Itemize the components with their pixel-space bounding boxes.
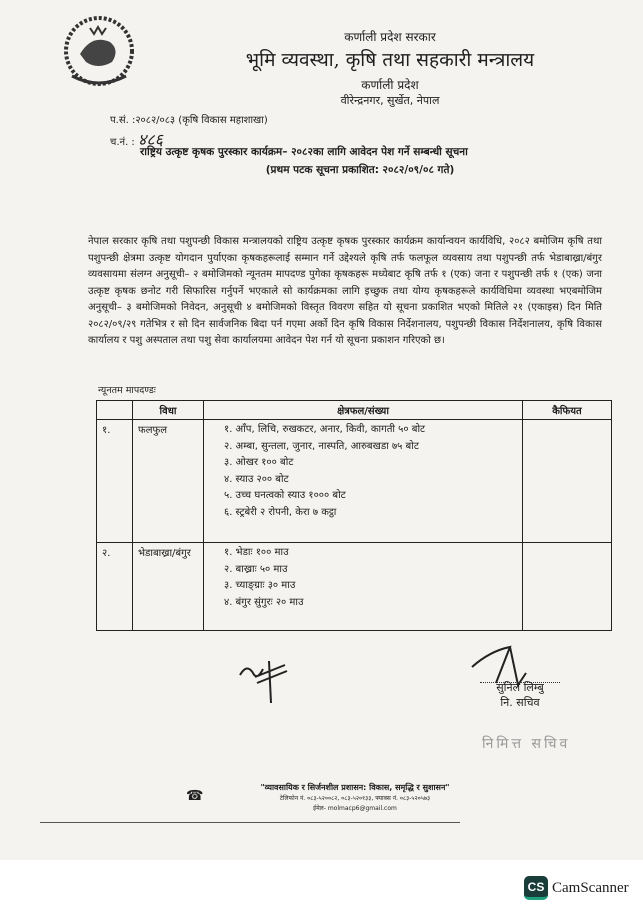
table-header-row: [97, 401, 612, 420]
signatory-name: सुनिल लिम्बु: [496, 681, 544, 694]
province-name: कर्णाली प्रदेश: [361, 78, 419, 92]
notice-body: नेपाल सरकार कृषि तथा पशुपन्छी विकास मन्त्रालयको राष्ट्रिय उत्कृष्ट कृषक पुरस्कार कार्यक्रम कार्यान्वयन कार्यविधि, २०८२ बमोजिम कृषि तथा पशुपन्छी क्षेत्रमा उत्कृष्ट योगदान पुर्याएका कृषकहरूलाई सम्मान गर्ने उद्देश्यले कृषि तर्फ फलफूल व्यवसाय तथा पशुपन्छी तर्फ भेडाबाख्रा/बंगुर व्यवसायमा संलग्न अनुसूची– २ बमोजिमको न्यूनतम मापदण्ड पुगेका कृषकहरू मध्येबाट कृषि तर्फ १ (एक) जना र पशुपन्छी तर्फ १ (एक) जना उत्कृष्ट कृषक छनोट गरी सिफारिस गर्नुपर्ने भएकाले सो कार्यक्रमका लागि इच्छुक तथा योग्य कृषकहरूले कार्यविधिमा व्यवस्था भएबमोजिम अनुसूची– ३ बमोजिमको निवेदन, अनुसूची ४ बमोजिमको विस्तृत विवरण सहित यो सूचना प्रकाशित भएको मितिले २१ (एकाइस) दिन मिति २०८२/०९/२९ गतेभित्र र सो दिन सार्वजनिक बिदा पर्न गएमा अर्को दिन कृषि विकास निर्देशनालय, पशुपन्छी विकास निर्देशनालय, कृषि विकास कार्यालय र पशु अस्पताल तथा पशु सेवा कार्यालयमा आवेदन पेश गर्न यो सूचना प्रकाशन गरिएको छ।: [88, 236, 602, 346]
list-item: ३. ओखर १०० बोट: [224, 457, 294, 468]
notice-subject: राष्ट्रिय उत्कृष्ट कृषक पुरस्कार कार्यक्रम– २०८२का लागि आवेदन पेश गर्ने सम्बन्धी सूचना: [140, 146, 468, 158]
row-remark: [523, 420, 612, 543]
footer-divider: [40, 822, 460, 823]
criteria-table: [96, 400, 612, 631]
telephone-icon: ☎: [186, 788, 204, 804]
ministry-name: भूमि व्यवस्था, कृषि तथा सहकारी मन्त्रालय: [245, 49, 535, 71]
list-item: ५. उच्च घनत्वको स्याउ १००० बोट: [224, 490, 346, 501]
row-type: भेडाबाख्रा/बंगुर: [133, 543, 204, 631]
footer-phone: टेलिफोन नं. ०८३-५२००८२, ०८३-५२०१३३, फ्याक्स नं. ०८३-५२०५७३: [279, 795, 431, 802]
camscanner-logo-icon: CS: [524, 876, 548, 900]
signatory: [470, 680, 570, 710]
list-item: २. बाख्राः ५० माउ: [224, 563, 288, 575]
camscanner-text: CamScanner: [552, 879, 629, 896]
row-num: १.: [97, 420, 133, 543]
row-remark: [523, 543, 612, 631]
header-num: [97, 401, 133, 420]
notice-subtitle: (प्रथम पटक सूचना प्रकाशित: २०८२/०९/०८ गते): [265, 164, 455, 176]
initial-signature: [235, 655, 295, 705]
dispatch-label: च.नं. :: [110, 137, 135, 148]
nepal-emblem-logo: [62, 14, 136, 88]
row-num: २.: [97, 543, 133, 631]
faded-stamp: निमित्त सचिव: [482, 736, 571, 752]
list-item: १. आँप, लिचि, रुखकटर, अनार, किवी, कागती ५० बोट: [224, 424, 426, 435]
table-row: [97, 543, 612, 631]
camscanner-watermark: [524, 876, 629, 900]
footer-motto: "व्यावसायिक र सिर्जनशील प्रशासन: विकास, समृद्धि र सुशासन": [260, 783, 450, 792]
footer-email: ईमेल- molmacp6@gmail.com: [313, 805, 397, 812]
list-item: ४. बंगुर सुंगुरः २० माउ: [224, 596, 304, 608]
header-type: विधा: [133, 401, 204, 420]
office-address: वीरेन्द्रनगर, सुर्खेत, नेपाल: [340, 94, 440, 107]
government-name: कर्णाली प्रदेश सरकार: [344, 30, 436, 44]
header-quantity: क्षेत्रफल/संख्या: [204, 401, 523, 420]
list-item: ४. स्याउ २०० बोट: [224, 473, 289, 485]
row-items: [204, 420, 523, 543]
criteria-label: न्यूनतम मापदण्डः: [98, 385, 156, 396]
dispatch-handwritten: ४८६: [138, 130, 163, 149]
list-item: ६. स्ट्रबेरी २ रोपनी, केरा ७ कट्ठा: [224, 506, 337, 518]
header-remarks: कैफियत: [523, 401, 612, 420]
list-item: १. भेडाः १०० माउ: [224, 547, 289, 558]
list-item: ३. च्याङ्ग्राः ३० माउ: [224, 580, 296, 591]
list-item: २. अम्बा, सुन्तला, जुनार, नास्पति, आरुबखडा ७५ बोट: [224, 440, 419, 452]
row-type: फलफुल: [133, 420, 204, 543]
letter-reference: प.सं. :२०८२/०८३ (कृषि विकास महाशाखा): [110, 115, 268, 126]
signatory-title: नि. सचिव: [500, 696, 540, 709]
row-items: [204, 543, 523, 631]
table-row: [97, 420, 612, 543]
